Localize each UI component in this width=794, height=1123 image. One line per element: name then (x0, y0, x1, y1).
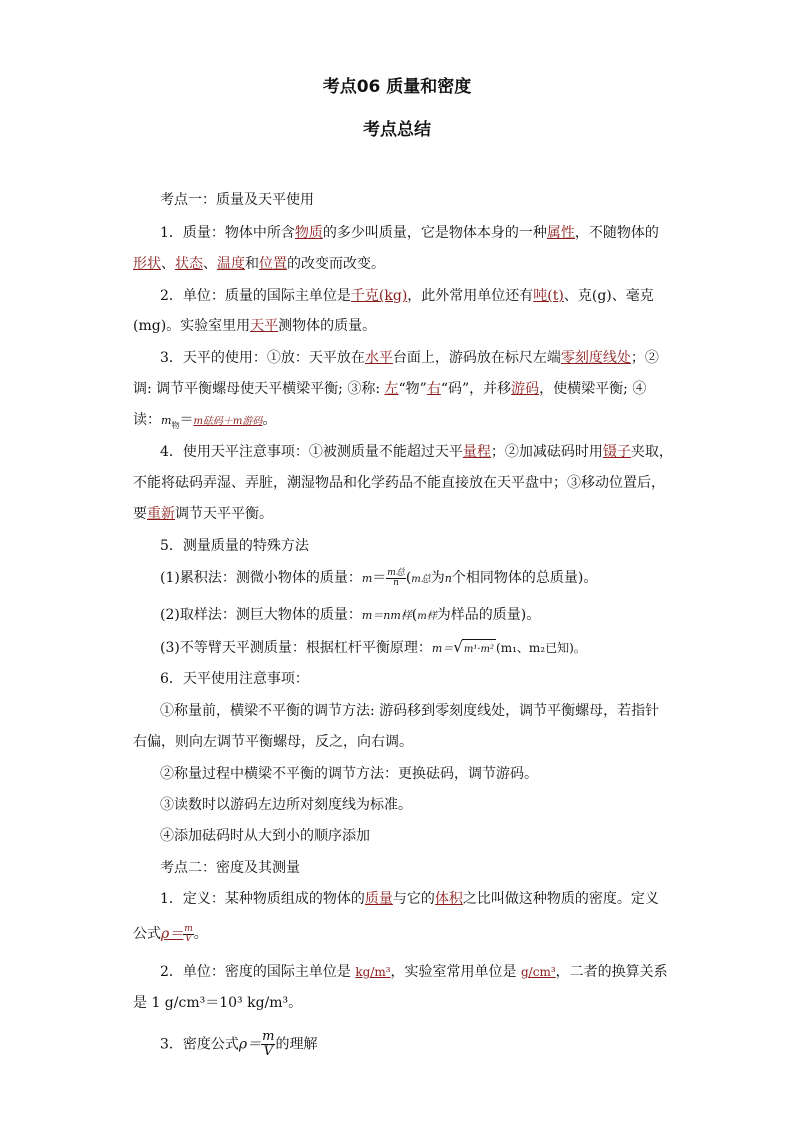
paragraph-balance-tips: 6．天平使用注意事项： (160, 671, 309, 687)
tip-4: ④添加砝码时从大到小的顺序添加 (160, 828, 370, 844)
paragraph-mass-units-cont: (mg)。实验室里用天平测物体的质量。 (133, 318, 377, 334)
tip-3: ③读数时以游码左边所对刻度线为标准。 (160, 797, 412, 813)
section-heading-2: 考点二：密度及其测量 (160, 860, 300, 876)
paragraph-mass-definition: 1．质量：物体中所含物质的多少叫质量，它是物体本身的一种属性，不随物体的 (160, 225, 659, 241)
tip-1-cont: 右偏，则向左调节平衡螺母，反之，向右调。 (133, 734, 413, 750)
paragraph-unequal-arm-method: (3)不等臂天平测质量：根据杠杆平衡原理：m＝√m¹·m² (m₁、m₂已知)。 (160, 637, 586, 660)
paragraph-mass-definition-cont: 形状、状态、温度和位置的改变而改变。 (133, 256, 385, 272)
paragraph-density-formula: 公式ρ＝ $\frac{m}{V}$ 。 (133, 923, 208, 944)
page-title: 考点06 质量和密度 (322, 77, 472, 97)
paragraph-balance-notes-end: 要重新调节天平平衡。 (133, 506, 273, 522)
paragraph-accumulation-method: (1)累积法：测微小物体的质量：m＝ $\frac{\text{m总}}{n}$ (m总为n个相同物体的总质量)。 (160, 567, 598, 588)
paragraph-density-formula-understanding: 3．密度公式ρ＝ $\frac{m}{V}$ 的理解 (160, 1029, 318, 1059)
paragraph-balance-notes: 4．使用天平注意事项：①被测质量不能超过天平量程；②加减砝码时用镊子夹取， (160, 444, 673, 460)
paragraph-density-units: 2．单位：密度的国际主单位是 kg/m³，实验室常用单位是 g/cm³，二者的换算关系 (160, 964, 668, 980)
paragraph-balance-notes-cont: 不能将砝码弄湿、弄脏，潮湿物品和化学药品不能直接放在天平盘中；③移动位置后， (133, 475, 665, 491)
page-subtitle: 考点总结 (363, 120, 431, 140)
paragraph-balance-reading: 读：$m_物=m$砝码＋m游码。 (133, 412, 277, 430)
tip-1: ①称量前，横梁不平衡的调节方法: 游码移到零刻度线处，调节平衡螺母，若指针 (160, 703, 660, 719)
paragraph-balance-usage-cont: 调: 调节平衡螺母使天平横梁平衡; ③称: 左“物”右“码”，并移游码，使横梁平衡; ④ (133, 381, 647, 397)
paragraph-density-definition: 1．定义：某种物质组成的物体的质量与它的体积之比叫做这种物质的密度。定义 (160, 891, 659, 907)
paragraph-density-conversion: 是 1 g/cm³＝10³ kg/m³。 (133, 995, 303, 1011)
paragraph-balance-usage: 3．天平的使用：①放：天平放在水平台面上，游码放在标尺左端零刻度线处；② (160, 350, 659, 366)
paragraph-mass-units: 2．单位：质量的国际主单位是千克(kg)，此外常用单位还有吨(t)、克(g)、毫克 (160, 288, 654, 304)
section-heading-1: 考点一：质量及天平使用 (160, 192, 314, 208)
tip-2: ②称量过程中横梁不平衡的调节方法：更换砝码，调节游码。 (160, 766, 538, 782)
paragraph-special-methods: 5．测量质量的特殊方法 (160, 538, 309, 554)
paragraph-sampling-method: (2)取样法：测巨大物体的质量：m＝nm样(m样为样品的质量)。 (160, 607, 541, 623)
